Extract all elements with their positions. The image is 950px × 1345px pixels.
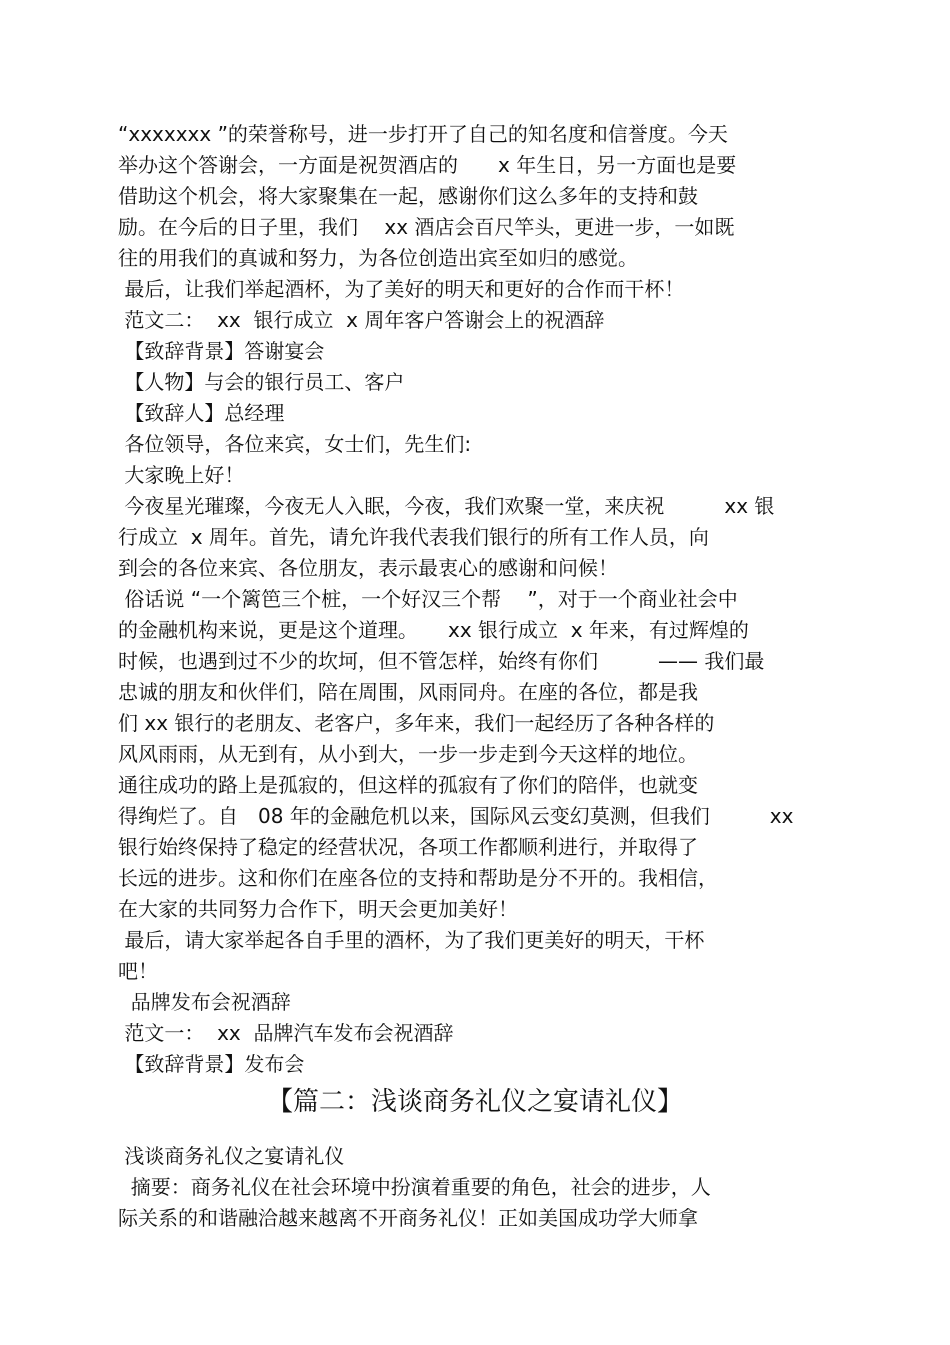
text-line: 往的用我们的真诚和努力，为各位创造出宾至如归的感觉。 — [118, 246, 638, 270]
text-line: 【致辞人】总经理 — [118, 401, 285, 425]
text-line: 励。在今后的日子里，我们 xx 酒店会百尺竿头，更进一步，一如既 — [118, 215, 735, 239]
text-line: “xxxxxxx ”的荣誉称号，进一步打开了自己的知名度和信誉度。今天 — [118, 122, 728, 146]
text-line: 的金融机构来说，更是这个道理。 xx 银行成立 x 年来，有过辉煌的 — [118, 618, 749, 642]
text-line: 各位领导，各位来宾，女士们，先生们: — [118, 432, 472, 456]
text-line: 银行始终保持了稳定的经营状况，各项工作都顺利进行，并取得了 — [118, 835, 698, 859]
text-line: 风风雨雨，从无到有，从小到大，一步一步走到今天这样的地位。 — [118, 742, 698, 766]
text-line: 范文二： xx 银行成立 x 周年客户答谢会上的祝酒辞 — [118, 308, 605, 332]
text-line: 今夜星光璀璨，今夜无人入眠，今夜，我们欢聚一堂，来庆祝 xx 银 — [118, 494, 775, 518]
text-line: 长远的进步。这和你们在座各位的支持和帮助是分不开的。我相信， — [118, 866, 718, 890]
text-line: 【人物】与会的银行员工、客户 — [118, 370, 405, 394]
text-line: 借助这个机会，将大家聚集在一起，感谢你们这么多年的支持和鼓 — [118, 184, 698, 208]
text-line: 行成立 x 周年。首先，请允许我代表我们银行的所有工作人员，向 — [118, 525, 709, 549]
text-line: 际关系的和谐融洽越来越离不开商务礼仪！正如美国成功学大师拿 — [118, 1206, 698, 1230]
text-line: 范文一： xx 品牌汽车发布会祝酒辞 — [118, 1021, 454, 1045]
text-line: 最后，请大家举起各自手里的酒杯，为了我们更美好的明天，干杯 — [118, 928, 705, 952]
text-line: 【致辞背景】发布会 — [118, 1052, 305, 1076]
text-line: 们 xx 银行的老朋友、老客户，多年来，我们一起经历了各种各样的 — [118, 711, 715, 735]
text-line: 浅谈商务礼仪之宴请礼仪 — [118, 1144, 345, 1168]
text-line: 摘要：商务礼仪在社会环境中扮演着重要的角色，社会的进步，人 — [118, 1175, 711, 1199]
text-line: 忠诚的朋友和伙伴们，陪在周围，风雨同舟。在座的各位，都是我 — [118, 680, 698, 704]
text-line: 俗话说 “一个篱笆三个桩，一个好汉三个帮 ”，对于一个商业社会中 — [118, 587, 738, 611]
text-line: 大家晚上好！ — [118, 463, 245, 487]
text-line: 通往成功的路上是孤寂的，但这样的孤寂有了你们的陪伴，也就变 — [118, 773, 698, 797]
section-heading: 【篇二：浅谈商务礼仪之宴请礼仪】 — [266, 1087, 683, 1117]
text-line: 最后，让我们举起酒杯，为了美好的明天和更好的合作而干杯！ — [118, 277, 685, 301]
text-line: 时候，也遇到过不少的坎坷，但不管怎样，始终有你们 —— 我们最 — [118, 649, 765, 673]
text-line: 得绚烂了。自 08 年的金融危机以来，国际风云变幻莫测，但我们 xx — [118, 804, 794, 828]
text-line: 在大家的共同努力合作下，明天会更加美好！ — [118, 897, 518, 921]
text-line: 到会的各位来宾、各位朋友，表示最衷心的感谢和问候！ — [118, 556, 618, 580]
text-line: 【致辞背景】答谢宴会 — [118, 339, 325, 363]
text-line: 品牌发布会祝酒辞 — [118, 990, 291, 1014]
text-line: 吧！ — [118, 959, 158, 983]
text-line: 举办这个答谢会，一方面是祝贺酒店的 x 年生日，另一方面也是要 — [118, 153, 737, 177]
